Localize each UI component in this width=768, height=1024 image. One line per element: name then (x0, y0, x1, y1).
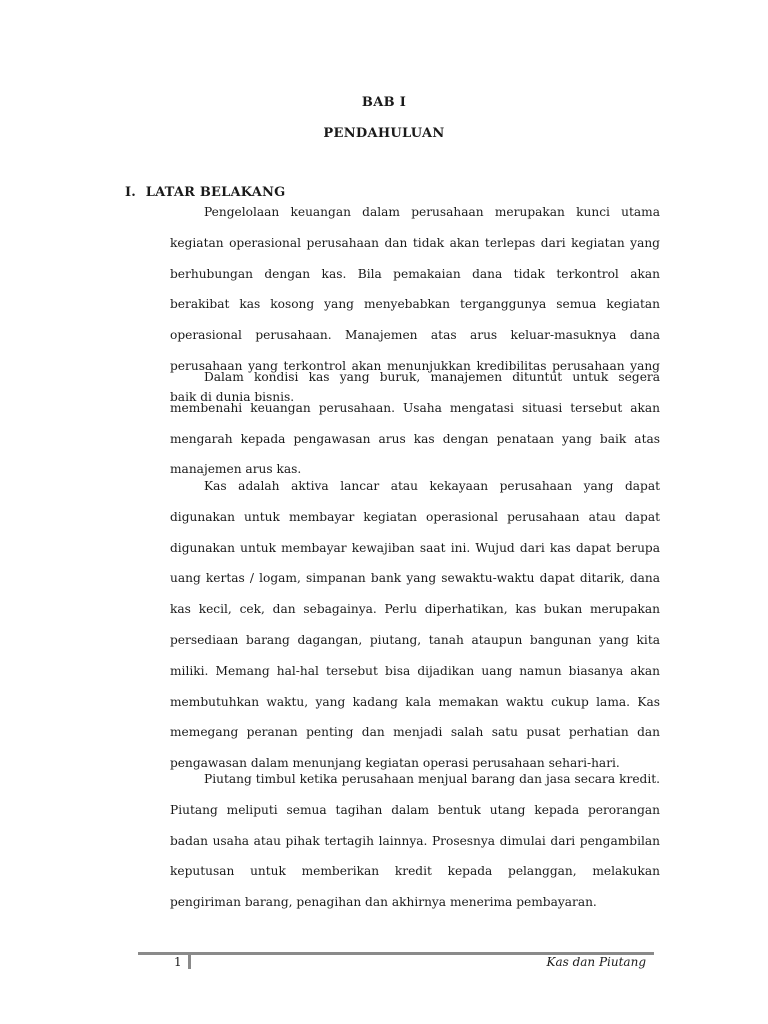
chapter-number: BAB I (361, 95, 407, 110)
running-title: Kas dan Piutang (546, 955, 646, 969)
page-number: 1 (174, 955, 182, 969)
section-title: LATAR BELAKANG (145, 185, 286, 200)
paragraph-4: Piutang timbul ketika perusahaan menjual barang dan jasa secara kredit. Piutang meliputi semua tagihan dalam bentuk utang kepada perorangan badan usaha atau pihak tertagih lainnya. Prosesnya dimulai dari pengambilan keputusan untuk memberikan kredit kepada pelanggan, melakukan pengiriman barang, penagihan dan akhirnya menerima pembayaran. (170, 772, 660, 910)
paragraph-3: Kas adalah aktiva lancar atau kekayaan perusahaan yang dapat digunakan untuk membayar kegiatan operasional perusahaan atau dapat digunakan untuk membayar kewajiban saat ini. Wujud dari kas dapat berupa uang kertas / logam, simpanan bank yang sewaktu-waktu dapat ditarik, dana kas kecil, cek, dan sebagainya. Perlu diperhatikan, kas bukan merupakan persediaan barang dagangan, piutang, tanah ataupun bangunan yang kita miliki. Memang hal-hal tersebut bisa dijadikan uang namun biasanya akan membutuhkan waktu, yang kadang kala memakan waktu cukup lama. Kas memegang peranan penting dan menjadi salah satu pusat perhatian dan pengawasan dalam menunjang kegiatan operasi perusahaan sehari-hari. (170, 479, 660, 771)
section-number: I. (125, 185, 137, 200)
paragraph-2: Dalam kondisi kas yang buruk, manajemen dituntut untuk segera membenahi keuangan perusahaan. Usaha mengatasi situasi tersebut akan mengarah kepada pengawasan arus kas dengan penataan yang baik atas manajemen arus kas. (170, 370, 660, 477)
footer-page-separator (188, 952, 191, 969)
chapter-title: PENDAHULUAN (323, 126, 445, 141)
paragraph-1: Pengelolaan keuangan dalam perusahaan merupakan kunci utama kegiatan operasional perusahaan dan tidak akan terlepas dari kegiatan yang berhubungan dengan kas. Bila pemakaian dana tidak terkontrol akan berakibat kas kosong yang menyebabkan terganggunya semua kegiatan operasional perusahaan. Manajemen atas arus keluar-masuknya dana perusahaan yang terkontrol akan menunjukkan kredibilitas perusahaan yang baik di dunia bisnis. (170, 205, 660, 404)
